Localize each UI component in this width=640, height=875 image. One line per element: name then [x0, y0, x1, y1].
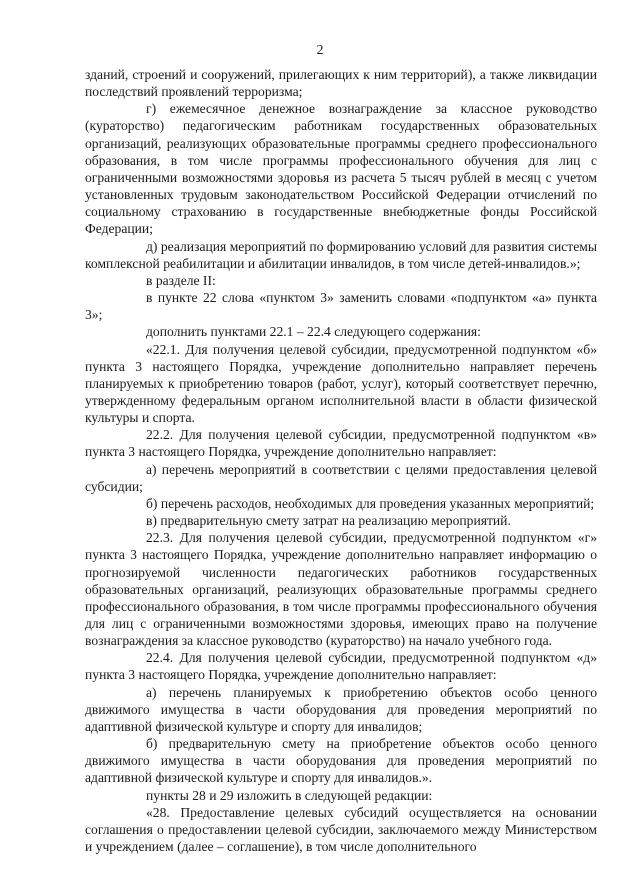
document-body	[85, 66, 597, 855]
paragraph: 22.2. Для получения целевой субсидии, предусмотренной подпунктом «в» пункта 3 настоящего Порядка, учреждение дополнительно направляет:	[85, 427, 597, 460]
paragraph: дополнить пунктами 22.1 – 22.4 следующего содержания:	[146, 324, 481, 340]
paragraph: в пункте 22 слова «пунктом 3» заменить словами «подпунктом «а» пункта 3»;	[85, 290, 597, 323]
paragraph: «28. Предоставление целевых субсидий осуществляется на основании соглашения о предоставлении целевой субсидии, заключаемого между Министерством и учреждением (далее – соглашение), в том числе дополнительного	[85, 804, 597, 855]
page-number: 2	[316, 43, 324, 58]
paragraph: 22.4. Для получения целевой субсидии, предусмотренной подпунктом «д» пункта 3 настоящего Порядка, учреждение дополнительно направляет:	[85, 650, 597, 683]
paragraph: в разделе II:	[146, 272, 216, 288]
paragraph: зданий, строений и сооружений, прилегающих к ним территорий), а также ликвидации последствий проявлений терроризма;	[85, 67, 597, 100]
paragraph: а) перечень мероприятий в соответствии с целями предоставления целевой субсидии;	[85, 461, 597, 494]
paragraph: пункты 28 и 29 изложить в следующей редакции:	[146, 787, 433, 803]
paragraph: д) реализация мероприятий по формированию условий для развития системы комплексной реабилитации и абилитации инвалидов, в том числе детей-инвалидов.»;	[85, 238, 597, 271]
paragraph: а) перечень планируемых к приобретению объектов особо ценного движимого имущества в части оборудования для проведения мероприятий по адаптивной физической культуре и спорту для инвалидов;	[85, 684, 597, 734]
paragraph: в) предварительную смету затрат на реализацию мероприятий.	[146, 513, 511, 529]
paragraph: «22.1. Для получения целевой субсидии, предусмотренной подпунктом «б» пункта 3 настоящего Порядка, учреждение дополнительно направляет перечень планируемых к приобретению товаров (работ, услуг), который соответствует перечню, утвержденному федеральным органом исполнительной власти в области физической культуры и спорта.	[85, 341, 597, 426]
paragraph: 22.3. Для получения целевой субсидии, предусмотренной подпунктом «г» пункта 3 настоящего Порядка, учреждение дополнительно направляет информацию о прогнозируемой численности педагогических работников государственных образовательных организаций, реализующих образовательные программы среднего профессионального образования, в том числе программы профессионального обучения для лиц с ограниченными возможностями здоровья, имеющих право на получение вознаграждения за классное руководство (кураторство) на начало учебного года.	[85, 530, 597, 649]
paragraph: б) перечень расходов, необходимых для проведения указанных мероприятий;	[146, 495, 595, 511]
paragraph: г) ежемесячное денежное вознаграждение за классное руководство (кураторство) педагогическим работникам государственных образовательных организаций, реализующих образовательные программы среднего профессионального образования, в том числе программы профессионального обучения для лиц с ограниченными возможностями здоровья из расчета 5 тысяч рублей в месяц с учетом установленных трудовым законодательством Российской Федерации отчислений по социальному страхованию в государственные внебюджетные фонды Российской Федерации;	[85, 101, 597, 237]
paragraph: б) предварительную смету на приобретение объектов особо ценного движимого имущества в части оборудования для проведения мероприятий по адаптивной физической культуре и спорту для инвалидов.».	[85, 736, 597, 786]
